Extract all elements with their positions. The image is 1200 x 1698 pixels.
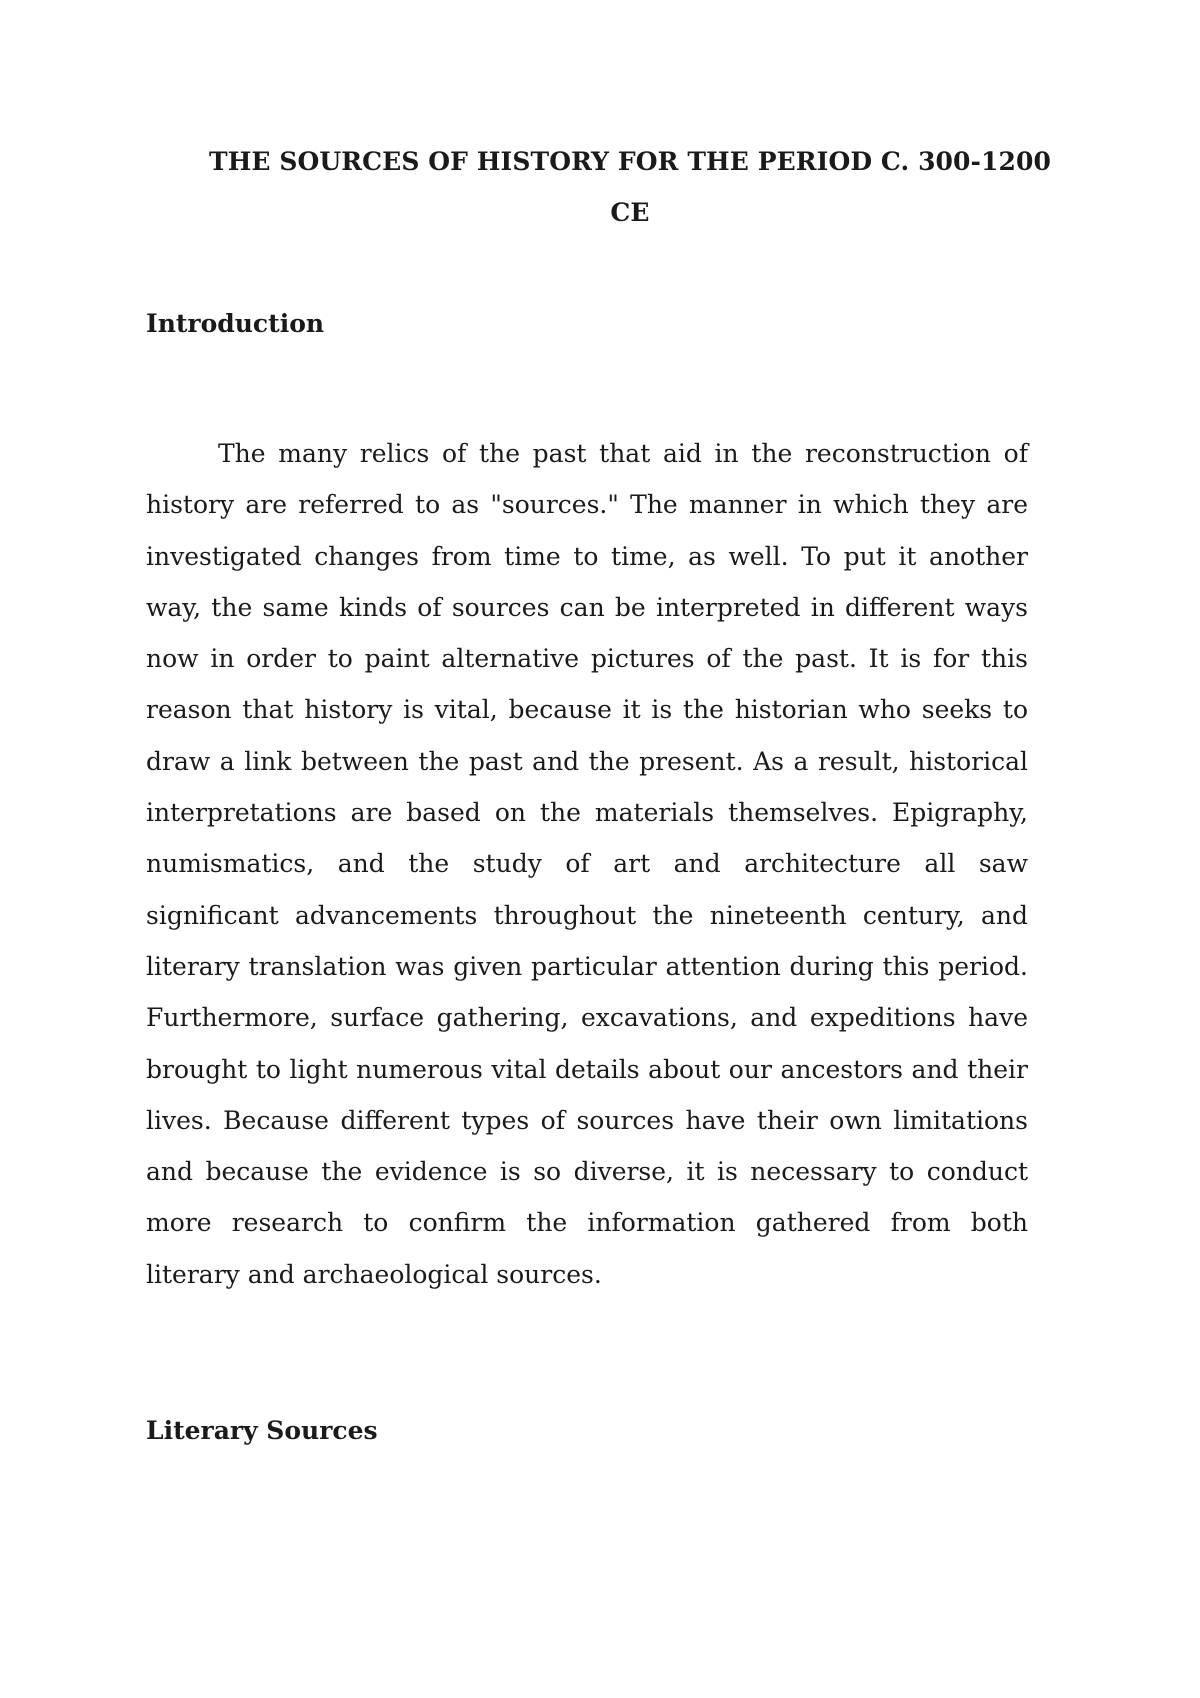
section-heading-literary-sources: Literary Sources	[146, 1416, 378, 1445]
document-title: THE SOURCES OF HISTORY FOR THE PERIOD C. 300-1200 CE	[208, 147, 1052, 227]
introduction-paragraph: The many relics of the past that aid in the reconstruction of history are referred to as "sources." The manner in which they are investigated changes from time to time, as well. To put it another way, the same kinds of sources can be interpreted in different ways now in order to paint alternative pictures of the past. It is for this reason that history is vital, because it is the historian who seeks to draw a link between the past and the present. As a result, historical interpretations are based on the materials themselves. Epigraphy, numismatics, and the study of art and architecture all saw significant advancements throughout the nineteenth century, and literary translation was given particular attention during this period. Furthermore, surface gathering, excavations, and expeditions have brought to light numerous vital details about our ancestors and their lives. Because different types of sources have their own limitations and because the evidence is so diverse, it is necessary to conduct more research to confirm the information gathered from both literary and archaeological sources.	[146, 439, 1028, 1289]
section-heading-introduction: Introduction	[146, 309, 325, 338]
